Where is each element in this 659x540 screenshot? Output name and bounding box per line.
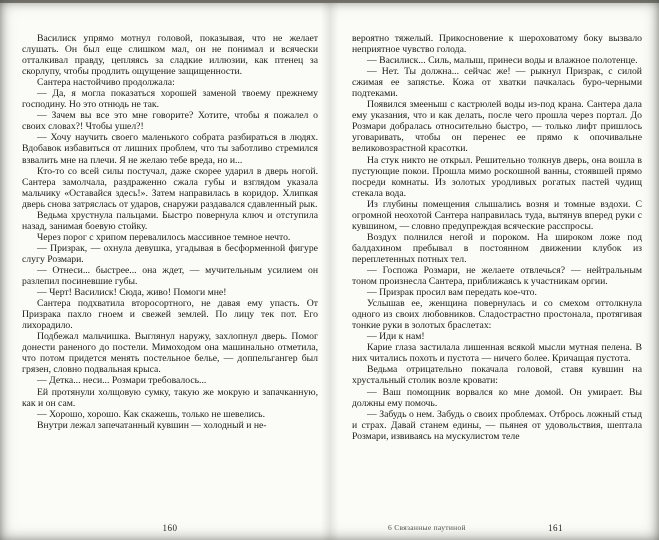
paragraph: — Детка... неси... Розмари требовалось...: [37, 375, 207, 387]
left-page: [0, 0, 329, 540]
right-page-text: [352, 33, 642, 519]
paragraph: Через порог с хрипом перевалилось массивное темное нечто.: [37, 231, 291, 243]
paragraph: — Хочу научить своего маленького собрата разбираться в людях. Вдобавок избавиться от лишних проблем, что ты заботливо стремился взвалить мне на плечи. Я не желаю тебе вреда, но и...: [22, 132, 318, 166]
paragraph: — Госпожа Розмари, не желаете отвлечься? — нейтральным тоном произнесла Сантера, приближаясь к участникам оргии.: [352, 264, 642, 288]
right-page-number: 161: [548, 523, 563, 533]
paragraph: — Отнеси... быстрее... она ждет, — мучительным усилием он разлепил посиневшие губы.: [22, 264, 318, 288]
paragraph: Воздух полнился негой и пороком. На широком ложе под балдахином пребывал в постоянном движении клубок из переплетенных потных тел.: [352, 231, 642, 265]
paragraph: Ведьма хрустнула пальцами. Быстро повернула ключ и отступила назад, занимая боевую стойку.: [22, 209, 318, 232]
paragraph: Сантера настойчиво продолжала:: [37, 77, 175, 89]
left-page-text: [22, 33, 318, 519]
paragraph: Появился змееныш с кастрюлей воды из-под крана. Сантера дала ему указания, что и как делать, после чего прошла через портал. До Розмари добралась относительно быстро, — только лифт пришлось уговаривать, чтобы он перенес ее прямо к опочивальне великовозрастной красотки.: [352, 99, 642, 155]
paragraph: вероятно тяжелый. Прикосновение к шероховатому боку вызвало неприятное чувство голода.: [352, 33, 642, 56]
paragraph: Кто-то со всей силы постучал, даже скорее ударил в дверь ногой. Сантера замолчала, раздраженно сжала губы и взглядом указала мальчику «Оставайся здесь!». Затем направилась в коридор. Хлипкая дверь снова затряслась от ударов, снаружи раздавался сдавленный рык.: [22, 165, 318, 210]
paragraph: Василиск упрямо мотнул головой, показывая, что не желает слушать. Он был еще слишком мал, он не понимал и всячески отталкивал правду, цепляясь за сладкие иллюзии, как птенец за скорлупу, чтобы продлить ощущение защищенности.: [22, 33, 318, 78]
right-page: [330, 0, 659, 540]
paragraph: На стук никто не открыл. Решительно толкнув дверь, она вошла в пустующие покои. Прошла мимо роскошной ванны, стоявшей прямо посреди комнаты. Из золотых уродливых рогатых пастей чудищ стекала вода.: [352, 154, 642, 199]
paragraph: Услышав ее, женщина повернулась и со смехом оттолкнула одного из своих любовников. Сладострастно простонала, протягивая тонкие руки в золотых браслетах:: [352, 298, 642, 332]
paragraph: Ведьма отрицательно покачала головой, ставя кувшин на хрустальный столик возле кровати:: [352, 364, 642, 387]
paragraph: Сантера подхватила второсортного, не давая ему упасть. От Призрака пахло гноем и свежей землей. По лицу тек пот. Его лихорадило.: [22, 298, 318, 332]
paragraph: Карие глаза застилала лишенная всякой мысли мутная пелена. В них читались похоть и пустота — ничего более. Кричащая пустота.: [352, 342, 642, 365]
paragraph: — Василиск... Силь, малыш, принеси воды и влажное полотенце.: [367, 55, 638, 67]
paragraph: — Да, я могла показаться хорошей заменой твоему прежнему господину. Но это отнюдь не так.: [22, 88, 318, 111]
paragraph: Внутри лежал запечатанный кувшин — холодный и не-: [37, 419, 267, 431]
left-page-number: 160: [162, 523, 178, 533]
paragraph: — Забудь о нем. Забудь о своих проблемах. Отбрось ложный стыд и страх. Давай станем едины, — пьянея от удовольствия, шептала Розмари, извиваясь на мускулистом теле: [352, 408, 642, 442]
paragraph: — Нет. Ты должна... сейчас же! — рыкнул Призрак, с силой сжимая ее запястье. Кожа от хватки пачкалась буро-черными подтеками.: [352, 66, 642, 100]
paragraph: — Иди к нам!: [367, 331, 425, 343]
paragraph: Подбежал мальчишка. Выглянул наружу, захлопнул дверь. Помог донести раненого до постели. Мимоходом она машинально отметила, что потом придется менять постельное белье, — доппельгангер был грязен, словно подвальная крыса.: [22, 331, 318, 376]
paragraph: — Хорошо, хорошо. Как скажешь, только не шевелись.: [37, 408, 266, 420]
printers-signature: 6 Связанные паутиной: [388, 523, 466, 532]
paragraph: Из глубины помещения слышались возня и томные вздохи. С огромной неохотой Сантера направилась туда, вытянув вперед руки с кувшином, — словно предупреждая всяческие расспросы.: [352, 198, 642, 232]
paragraph: — Черт! Василиск! Сюда, живо! Помоги мне!: [37, 287, 227, 299]
scan-top-edge: [0, 0, 659, 3]
paragraph: — Призрак, — охнула девушка, угадывая в бесформенной фигуре слугу Розмари.: [22, 242, 318, 265]
paragraph: — Зачем вы все это мне говорите? Хотите, чтобы я пожалел о своих словах?! Чтобы ушел?!: [22, 110, 318, 133]
paragraph: — Призрак просил вам передать кое-что.: [367, 287, 537, 299]
paragraph: — Ваш помощник ворвался ко мне домой. Он умирает. Вы должны ему помочь.: [352, 386, 642, 409]
paragraph: Ей протянули холщовую сумку, такую же мокрую и запачканную, как и он сам.: [22, 386, 318, 409]
